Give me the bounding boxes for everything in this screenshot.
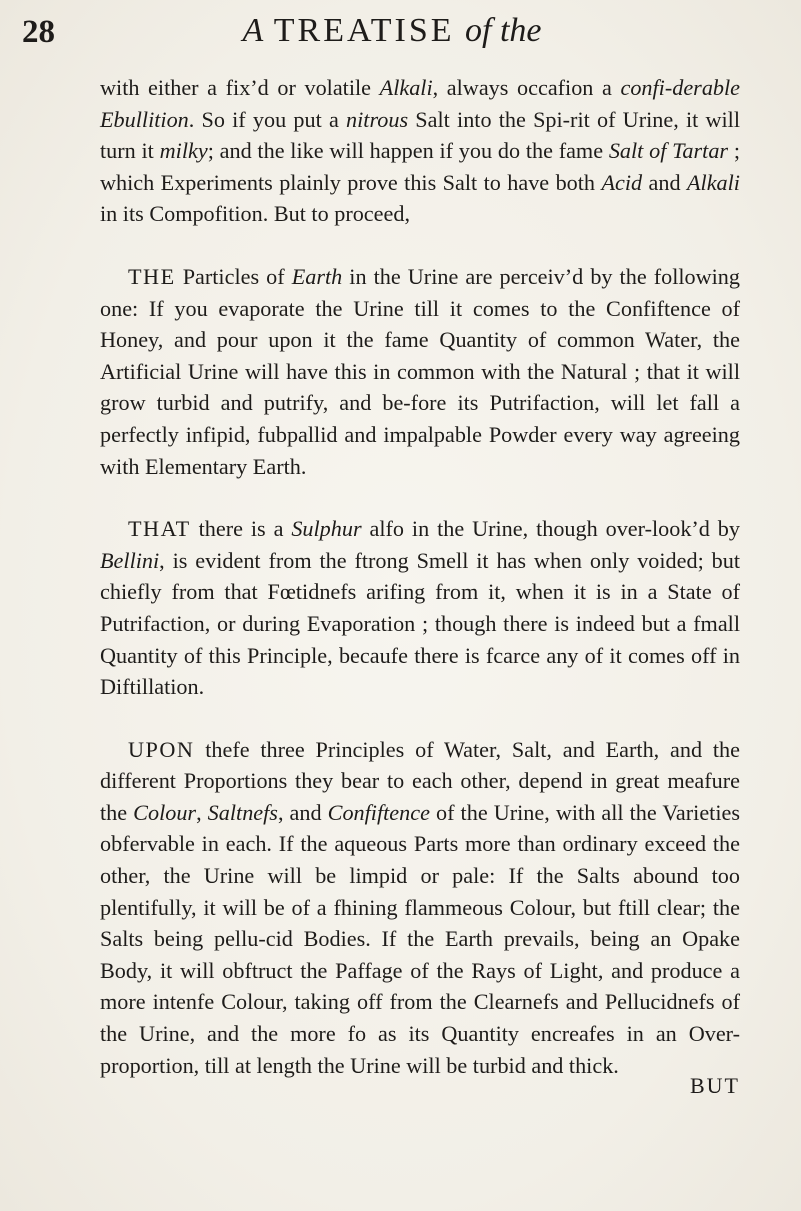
italic-text: Colour bbox=[133, 799, 197, 825]
text-run: Salt into the Spi-rit of Urine, it will turn it bbox=[100, 106, 740, 164]
italic-text: nitrous bbox=[346, 106, 409, 132]
text-run: , bbox=[196, 799, 208, 825]
text-run: . So if you put a bbox=[188, 106, 347, 132]
body-text bbox=[100, 72, 740, 1081]
italic-text: Sulphur bbox=[291, 516, 362, 542]
running-head-prefix: A bbox=[242, 12, 264, 49]
italic-text: Bellini bbox=[100, 547, 160, 573]
italic-text: confi-derable Ebullition bbox=[100, 75, 741, 132]
text-run: , is evident from the ftrong Smell it has when only voided; but chiefly from that Fœtidnefs arifing from it, when it is in a State of Putrifaction, or during Evaporation ; though there is indeed but a fmall Quantity of this Principle, becaufe there is fcarce any of it comes off in Diftillation. bbox=[100, 547, 740, 700]
text-run: and bbox=[642, 169, 687, 195]
italic-text: Alkali bbox=[379, 75, 433, 100]
text-run: thefe three Principles of Water, Salt, and Earth, and the different Proportions they bear to each other, depend in great meafure the bbox=[100, 736, 740, 825]
text-run: in its Compofition. But to proceed, bbox=[100, 201, 410, 227]
text-run: of the Urine, with all the Varieties obfervable in each. If the aqueous Parts more than ordinary exceed the other, the Urine will be limpid or pale: If the Salts abound too plentifully, it will be of a fhining flammeous Colour, but ftill clear; the Salts being pellu-cid Bodies. If the Earth prevails, being an Opake Body, it will obftruct the Paffage of the Rays of Light, and produce a more intenfe Colour, taking off from the Clearnefs and Pellucidnefs of the Urine, and the more fo as its Quantity encreafes in an Over-proportion, till at length the Urine will be turbid and thick. bbox=[100, 799, 740, 1078]
running-head-title: TREATISE bbox=[273, 12, 455, 49]
text-run: Particles of bbox=[175, 263, 292, 289]
paragraph bbox=[100, 513, 740, 703]
text-run: alfo in the Urine, though over-look’d by bbox=[361, 516, 740, 542]
text-run: ; which Experiments plainly prove this Salt to have both bbox=[100, 138, 740, 195]
page-number: 28 bbox=[22, 14, 55, 50]
italic-text: Saltnefs bbox=[207, 799, 278, 825]
text-run: in the Urine are perceiv’d by the following one: If you evaporate the Urine till it comes to the Confiftence of Honey, and pour upon it the fame Quantity of common Water, the Artificial Urine will have this in common with the Natural ; that it will grow turbid and putrify, and be-fore its Putrifaction, will let fall a perfectly infipid, fubpallid and impalpable Powder every way agreeing with Elementary Earth. bbox=[100, 263, 740, 479]
text-run: ; and the like will happen if you do the fame bbox=[207, 138, 609, 164]
text-run: with either a fix’d or volatile bbox=[100, 75, 380, 100]
paragraph bbox=[100, 261, 740, 482]
lead-word: UPON bbox=[128, 736, 195, 762]
italic-text: milky bbox=[159, 138, 208, 164]
lead-word: THE bbox=[128, 263, 176, 289]
lead-word: THAT bbox=[128, 516, 191, 542]
italic-text: Earth bbox=[291, 263, 343, 289]
text-run: there is a bbox=[190, 516, 292, 542]
italic-text: Acid bbox=[601, 169, 643, 195]
text-run: , and bbox=[277, 799, 328, 825]
italic-text: Confiftence bbox=[327, 799, 430, 825]
italic-text: Salt of Tartar bbox=[608, 138, 729, 164]
catchword: BUT bbox=[690, 1073, 740, 1098]
text-run: , always occafion a bbox=[432, 75, 621, 100]
paragraph bbox=[100, 72, 740, 230]
italic-text: Alkali bbox=[686, 169, 740, 195]
running-head bbox=[22, 12, 762, 50]
running-head-suffix: of the bbox=[465, 12, 542, 49]
paragraph bbox=[100, 734, 740, 1082]
page-header bbox=[22, 8, 762, 68]
